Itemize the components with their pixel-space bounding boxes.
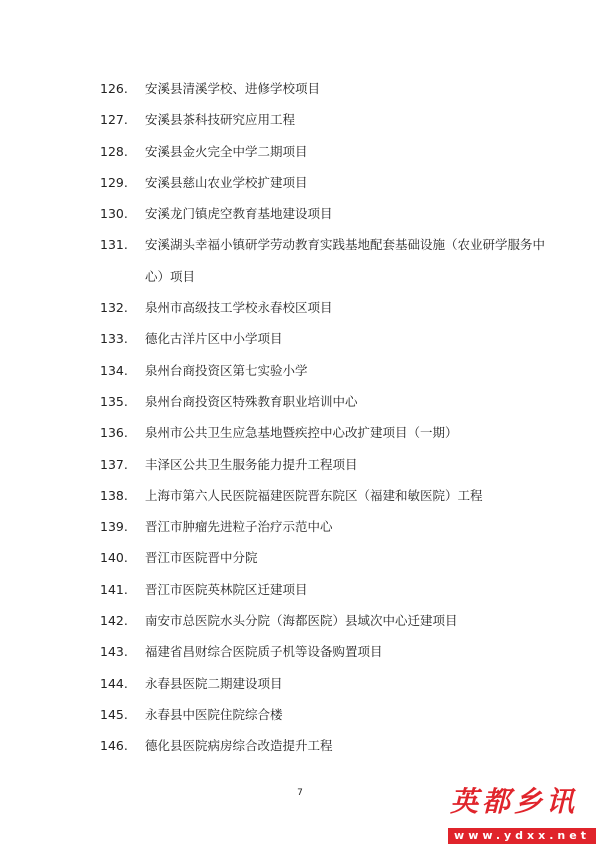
list-item xyxy=(100,730,550,761)
list-item xyxy=(100,574,550,605)
item-text: 上海市第六人民医院福建医院晋东院区（福建和敏医院）工程 xyxy=(145,487,483,503)
item-number: 127. xyxy=(100,112,128,128)
item-text: 福建省昌财综合医院质子机等设备购置项目 xyxy=(145,644,383,660)
item-text: 永春县中医院住院综合楼 xyxy=(145,706,283,722)
item-text: 德化古洋片区中小学项目 xyxy=(145,331,283,347)
item-number: 132. xyxy=(100,300,128,316)
item-text: 丰泽区公共卫生服务能力提升工程项目 xyxy=(145,456,358,472)
item-text: 南安市总医院水头分院（海都医院）县域次中心迁建项目 xyxy=(145,613,458,629)
list-item xyxy=(100,542,550,573)
project-list xyxy=(100,73,550,762)
page-number: 7 xyxy=(297,788,303,798)
item-text: 泉州台商投资区第七实验小学 xyxy=(145,362,308,378)
list-item xyxy=(100,104,550,135)
item-text: 安溪县金火完全中学二期项目 xyxy=(145,143,308,159)
watermark-title: 英都乡讯 xyxy=(450,785,579,818)
list-item xyxy=(100,480,550,511)
item-number: 130. xyxy=(100,206,128,222)
item-text: 德化县医院病房综合改造提升工程 xyxy=(145,738,333,754)
item-number: 129. xyxy=(100,174,128,190)
list-item xyxy=(100,323,550,354)
item-text: 晋江市医院晋中分院 xyxy=(145,550,258,566)
item-number: 142. xyxy=(100,613,128,629)
item-text: 安溪湖头幸福小镇研学劳动教育实践基地配套基础设施（农业研学服务中 xyxy=(145,237,546,253)
list-item xyxy=(100,167,550,198)
list-item xyxy=(100,668,550,699)
list-item xyxy=(100,73,550,104)
item-text: 晋江市肿瘤先进粒子治疗示范中心 xyxy=(145,519,333,535)
watermark-logo xyxy=(446,784,600,849)
item-number: 139. xyxy=(100,519,128,535)
list-item xyxy=(100,355,550,386)
item-number: 141. xyxy=(100,581,128,597)
item-number: 133. xyxy=(100,331,128,347)
item-number: 126. xyxy=(100,81,128,96)
item-text: 泉州市高级技工学校永春校区项目 xyxy=(145,300,333,316)
item-number: 134. xyxy=(100,362,128,378)
list-item xyxy=(100,417,550,448)
item-text: 泉州市公共卫生应急基地暨疾控中心改扩建项目（一期） xyxy=(145,425,458,441)
item-number xyxy=(100,261,145,292)
item-number: 131. xyxy=(100,237,128,253)
list-item xyxy=(100,511,550,542)
watermark-url: www.ydxx.net xyxy=(448,828,596,844)
list-item xyxy=(100,699,550,730)
item-number: 136. xyxy=(100,425,128,441)
item-text: 安溪县茶科技研究应用工程 xyxy=(145,112,296,128)
item-text: 心）项目 xyxy=(145,268,196,284)
item-number: 146. xyxy=(100,738,128,754)
item-text: 安溪县慈山农业学校扩建项目 xyxy=(145,174,308,190)
item-text: 晋江市医院英林院区迁建项目 xyxy=(145,581,308,597)
item-text: 永春县医院二期建设项目 xyxy=(145,675,283,691)
item-number: 140. xyxy=(100,550,128,566)
item-text: 安溪龙门镇虎空教育基地建设项目 xyxy=(145,206,333,222)
list-item xyxy=(100,605,550,636)
item-text: 安溪县清溪学校、进修学校项目 xyxy=(145,81,321,96)
list-item xyxy=(100,136,550,167)
list-item xyxy=(100,386,550,417)
list-item xyxy=(100,198,550,229)
item-number: 128. xyxy=(100,143,128,159)
item-number: 144. xyxy=(100,675,128,691)
list-item xyxy=(100,636,550,667)
item-number: 138. xyxy=(100,487,128,503)
item-number: 143. xyxy=(100,644,128,660)
item-number: 137. xyxy=(100,456,128,472)
item-number: 145. xyxy=(100,706,128,722)
list-item-continuation xyxy=(100,261,550,292)
item-text: 泉州台商投资区特殊教育职业培训中心 xyxy=(145,393,358,409)
list-item xyxy=(100,229,550,260)
list-item xyxy=(100,292,550,323)
list-item xyxy=(100,449,550,480)
item-number: 135. xyxy=(100,393,128,409)
